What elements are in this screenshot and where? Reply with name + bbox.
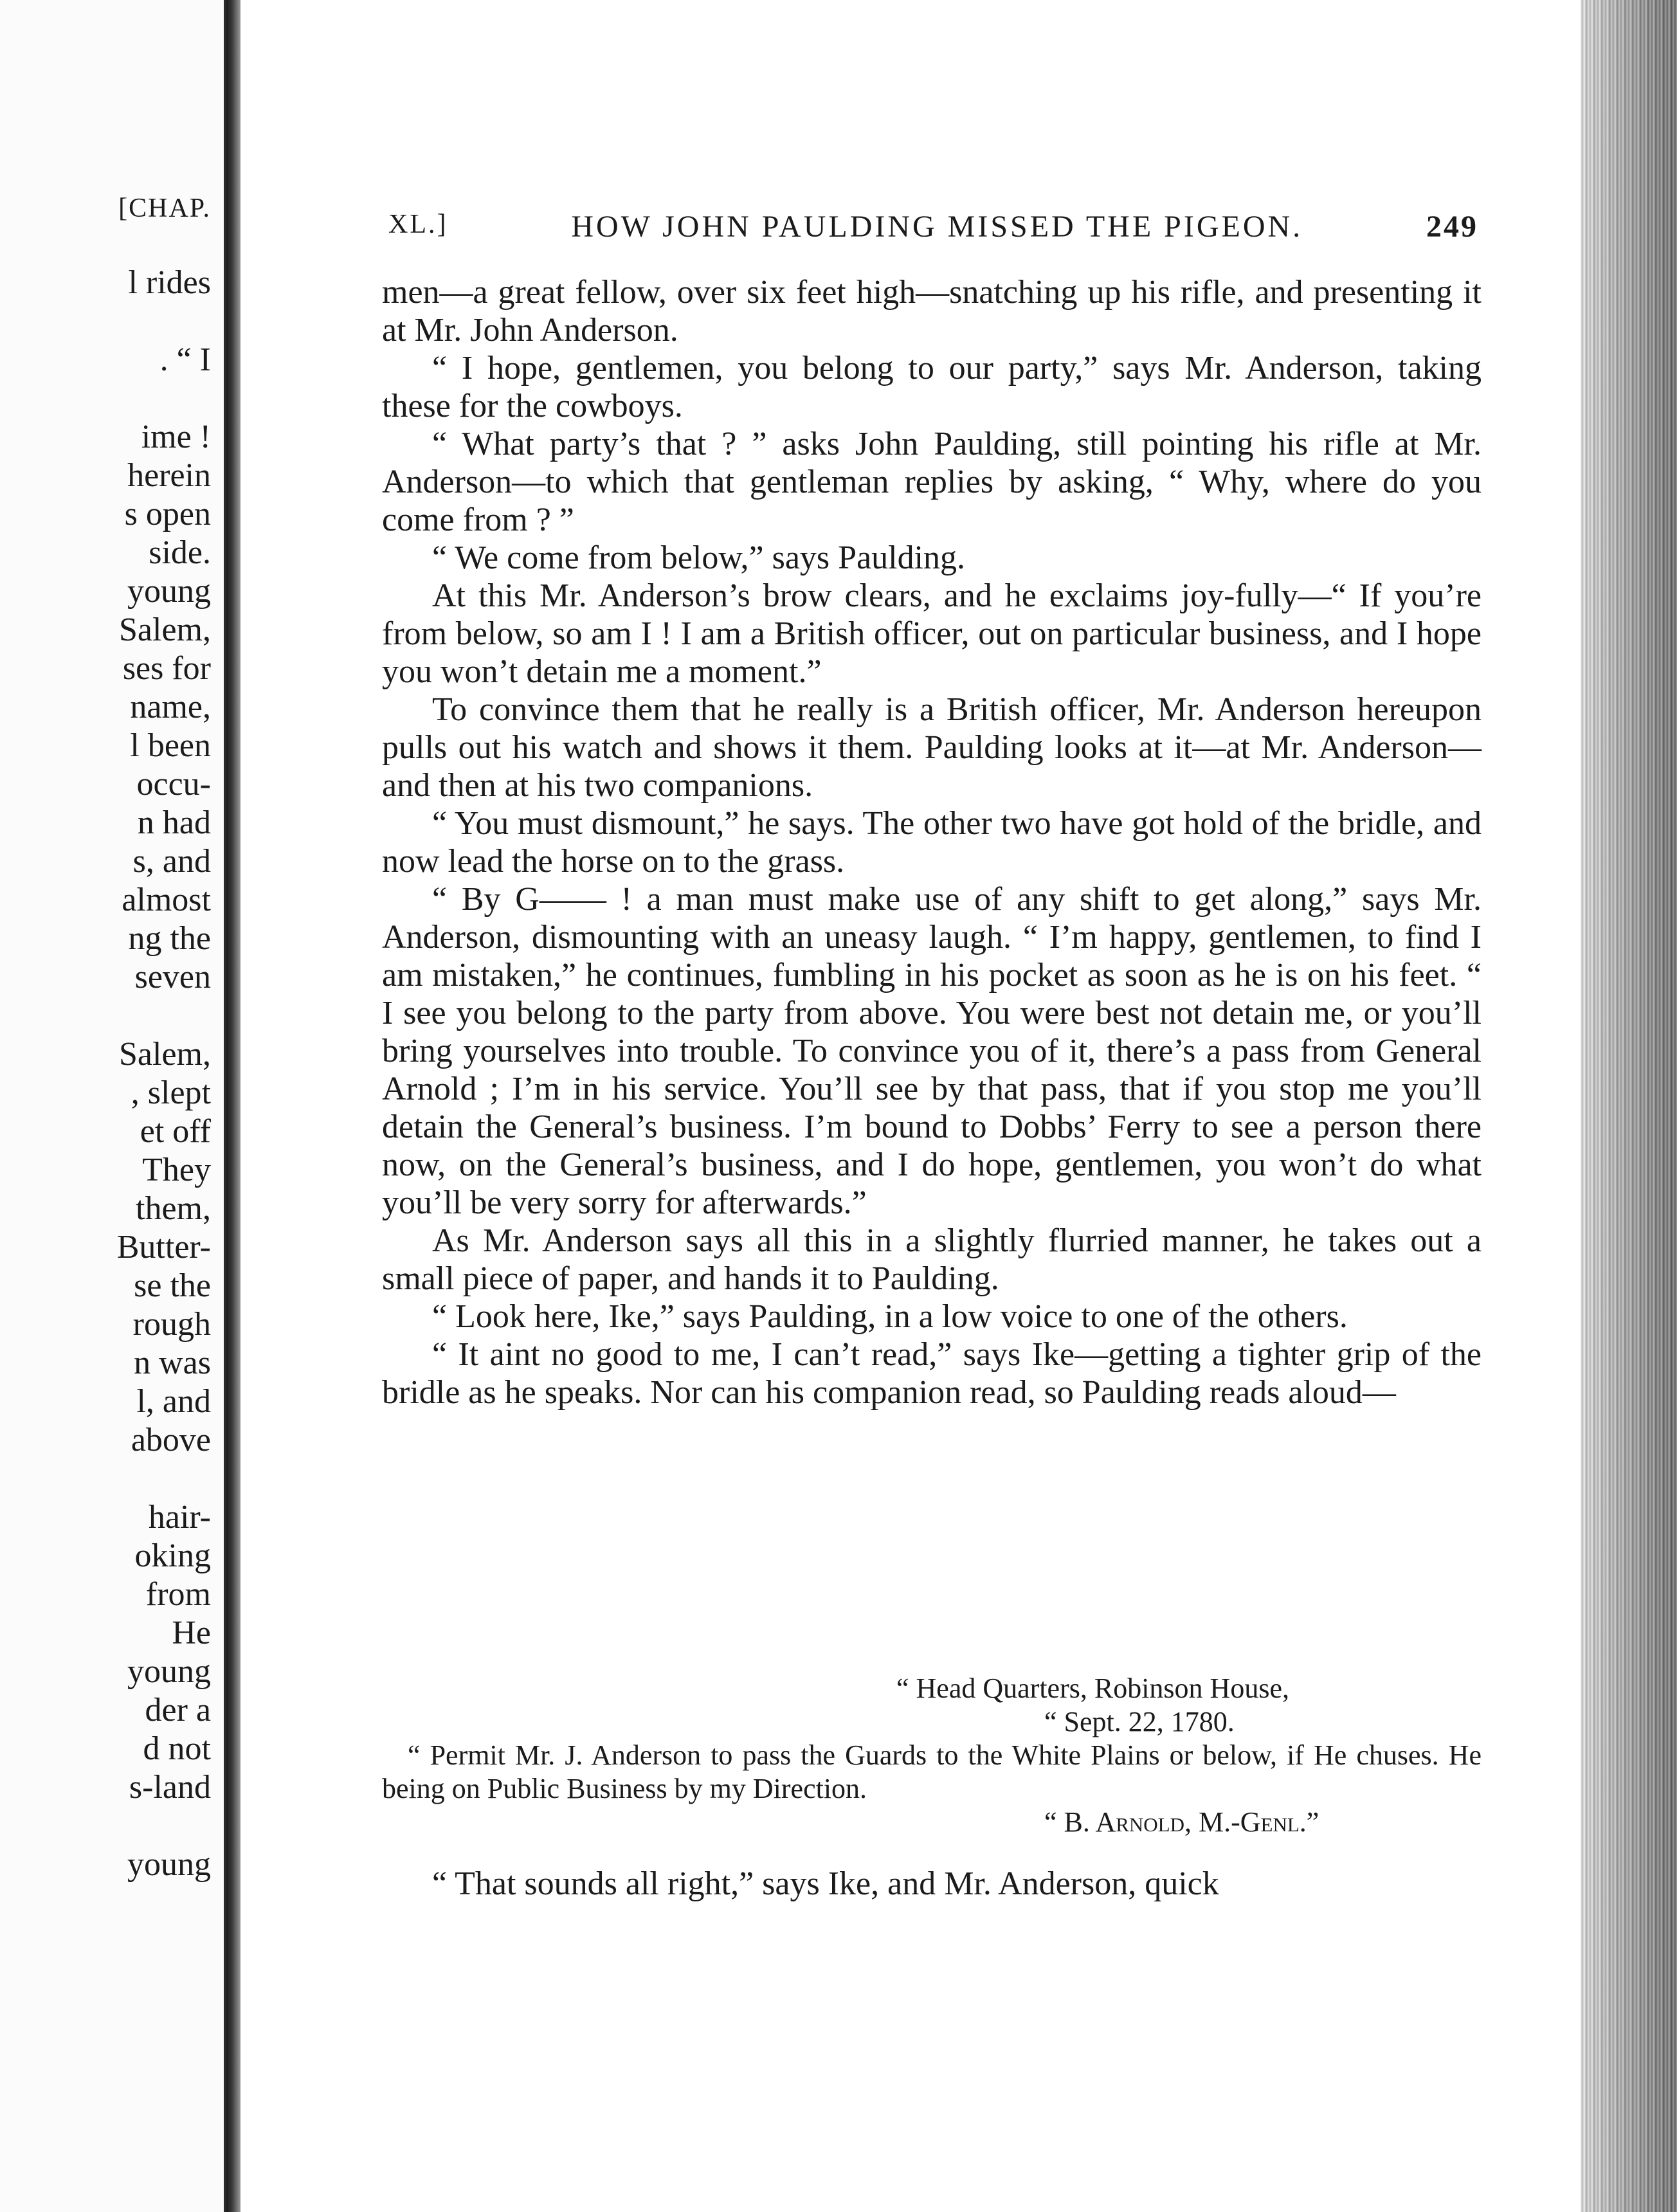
previous-page-line: Butter- <box>116 1229 211 1265</box>
letter-heading-place: “ Head Quarters, Robinson House, <box>896 1673 1289 1704</box>
previous-page-line <box>117 1807 211 1845</box>
paragraph: “ By G—— ! a man must make use of any shift to get along,” says Mr. Anderson, dismounting with an uneasy laugh. “ I’m happy, gentlemen, to find I am mistaken,” he continues, fumbling in his pocket as soon as he is on his feet. “ I see you belong to the party from above. You were best not detain me, or you’ll bring yourselves into trouble. To convince you of it, there’s a pass from General Arnold ; I’m in his service. You’ll see by that pass, that if you stop me you’ll detain the General’s business. I’m bound to Dobbs’ Ferry to see a person there now, on the General’s business, and I do hope, gentlemen, you won’t do what you’ll be very sorry for afterwards.” <box>382 881 1482 1221</box>
previous-page-line: He <box>172 1615 211 1651</box>
paragraph: “ What party’s that ? ” asks John Paulding, still pointing his rifle at Mr. Anderson—to which that gentleman replies by asking, “ Why, where do you come from ? ” <box>382 426 1482 538</box>
paragraph: “ You must dismount,” he says. The other two have got hold of the bridle, and now lead the horse on to the grass. <box>382 805 1482 880</box>
previous-page-line: . “ I <box>159 341 211 378</box>
chapter-number: XL.] <box>388 210 448 239</box>
paragraph: To convince them that he really is a British officer, Mr. Anderson hereupon pulls out his watch and shows it them. Paulding looks at it—at Mr. Anderson—and then at his two companions. <box>382 691 1482 804</box>
previous-page-line: from <box>145 1576 211 1613</box>
page-stack-edge <box>1581 0 1677 2212</box>
body-text <box>382 273 1482 1411</box>
previous-page-line: d not <box>143 1730 211 1767</box>
page-number: 249 <box>1426 210 1478 244</box>
book-spine <box>226 0 240 2212</box>
previous-page-line: side. <box>149 534 211 571</box>
previous-page-line: hair- <box>148 1499 211 1536</box>
previous-page-line: them, <box>136 1190 211 1227</box>
previous-page-line: ng the <box>128 920 211 957</box>
previous-page-line: almost <box>122 882 211 918</box>
previous-page-line <box>117 997 211 1035</box>
previous-page-line: , slept <box>131 1074 211 1111</box>
letter-signature: “ B. Arnold, M.-Genl.” <box>1044 1806 1319 1838</box>
previous-page-line: young <box>127 573 211 610</box>
running-head <box>388 209 1478 244</box>
previous-page-line <box>117 1460 211 1498</box>
letter-body: “ Permit Mr. J. Anderson to pass the Guards to the White Plains or below, if He chuses. He being on Public Business by my Direction. <box>382 1739 1482 1804</box>
previous-page-line: seven <box>134 959 211 995</box>
previous-page-line: above <box>131 1422 211 1458</box>
paragraph: “ We come from below,” says Paulding. <box>432 539 966 576</box>
previous-page-line <box>117 302 211 341</box>
previous-page-line: n had <box>137 804 211 841</box>
previous-page-line: l, and <box>136 1383 211 1420</box>
book-page <box>240 0 1581 2212</box>
closing-line: “ That sounds all right,” says Ike, and Mr. Anderson, quick <box>432 1865 1219 1902</box>
previous-page-line: herein <box>127 457 211 494</box>
paragraph: As Mr. Anderson says all this in a slightly flurried manner, he takes out a small piece of paper, and hands it to Paulding. <box>382 1222 1482 1297</box>
previous-page-line: l been <box>130 727 211 764</box>
paragraph: “ Look here, Ike,” says Paulding, in a low voice to one of the others. <box>432 1298 1348 1335</box>
previous-page-line: Salem, <box>119 612 211 648</box>
previous-page-line: se the <box>134 1267 211 1304</box>
previous-page-sliver <box>0 0 226 2212</box>
previous-page-line: name, <box>130 689 211 725</box>
paragraph: At this Mr. Anderson’s brow clears, and he exclaims joy-fully—“ If you’re from below, so am I ! I am a British officer, out on particular business, and I hope you won’t detain me a moment.” <box>382 577 1482 690</box>
previous-page-line: occu- <box>136 766 211 802</box>
previous-page-line: ses for <box>122 650 211 687</box>
letter-heading-date: “ Sept. 22, 1780. <box>1044 1706 1235 1737</box>
paragraph: “ I hope, gentlemen, you belong to our party,” says Mr. Anderson, taking these for the cowboys. <box>382 350 1482 424</box>
previous-page-line: oking <box>134 1537 211 1574</box>
previous-page-line: young <box>127 1846 211 1883</box>
running-title: HOW JOHN PAULDING MISSED THE PIGEON. <box>571 210 1303 244</box>
previous-page-line: l rides <box>128 264 211 301</box>
previous-page-lines <box>117 264 211 1884</box>
previous-page-line: Salem, <box>119 1036 211 1073</box>
previous-page-line: rough <box>132 1306 211 1343</box>
previous-page-line: n was <box>134 1345 211 1381</box>
previous-page-line <box>117 379 211 418</box>
previous-page-line: s open <box>124 496 211 532</box>
previous-page-line: young <box>127 1653 211 1690</box>
previous-page-line: s, and <box>132 843 211 880</box>
paragraph: “ It aint no good to me, I can’t read,” says Ike—getting a tighter grip of the bridle as he speaks. Nor can his companion read, so Paulding reads aloud— <box>382 1336 1482 1411</box>
previous-page-line: s-land <box>129 1769 211 1806</box>
previous-page-line: der a <box>145 1692 211 1728</box>
previous-page-header: [CHAP. <box>118 194 211 223</box>
previous-page-line: ime ! <box>141 419 211 455</box>
paragraph: men—a great fellow, over six feet high—snatching up his rifle, and presenting it at Mr. John Anderson. <box>382 274 1482 349</box>
quoted-pass-letter <box>382 1672 1482 1839</box>
previous-page-line: They <box>142 1152 211 1188</box>
previous-page-line: et off <box>140 1113 211 1150</box>
